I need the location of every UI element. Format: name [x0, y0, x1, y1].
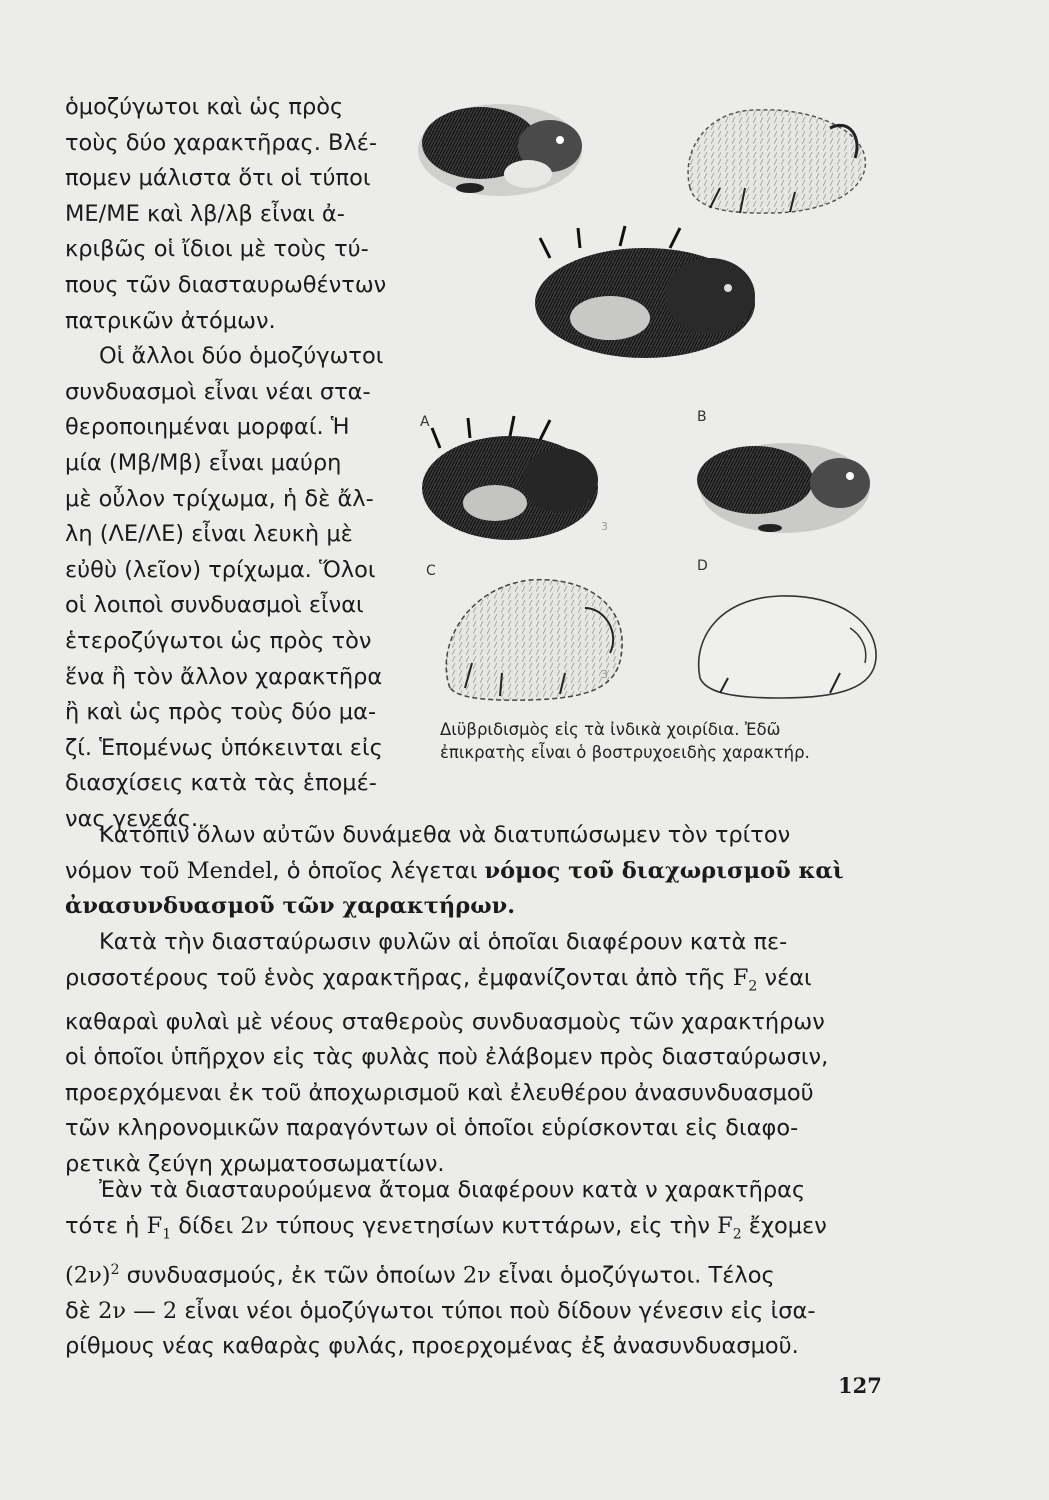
figure-label-number: 3 — [601, 520, 608, 533]
text-line: κριβῶς οἱ ἴδιοι μὲ τοὺς τύ- — [65, 236, 369, 263]
generation-subscript: 1 — [162, 1226, 172, 1243]
text-line: Κατόπιν ὅλων αὐτῶν δυνάμεθα νὰ διατυπώσωμεν τὸν τρίτον — [99, 822, 791, 848]
formula: 2ν — 2 — [98, 1297, 178, 1324]
text-fragment: εἶναι ὁμοζύγωτοι. Τέλος — [490, 1262, 775, 1289]
paragraph-crossing — [65, 925, 897, 1183]
figure-caption — [440, 718, 920, 764]
text-line: μία (Μβ/Μβ) εἶναι μαύρη — [65, 449, 342, 476]
text-line: ΜΕ/ΜΕ καὶ λβ/λβ εἶναι ἀ- — [65, 200, 345, 227]
text-line: ζί. Ἑπομένως ὑπόκεινται εἰς — [65, 734, 383, 761]
generation-subscript: 2 — [732, 1226, 742, 1243]
text-line: ὁμοζύγωτοι καὶ ὡς πρὸς — [65, 94, 344, 120]
formula: (2ν) — [65, 1262, 111, 1289]
guinea-pig-figure — [410, 88, 920, 793]
text-fragment: συνδυασμούς, ἐκ τῶν ὁποίων — [119, 1262, 463, 1289]
text-line: ἑτεροζύγωτοι ὡς πρὸς τὸν — [65, 627, 372, 654]
text-line: οἱ ὁποῖοι ὑπῆρχον εἰς τὰς φυλὰς ποὺ ἐλάβομεν πρὸς διασταύρωσιν, — [65, 1044, 829, 1071]
guinea-pig-c — [446, 580, 622, 701]
figure-label-d: D — [697, 558, 708, 574]
paragraph-n-characters — [65, 1173, 897, 1365]
text-line: τοὺς δύο χαρακτῆρας. Βλέ- — [65, 129, 378, 156]
text-line — [65, 1253, 897, 1294]
text-fragment: τύπους γενετησίων κυττάρων, εἰς τὴν — [268, 1212, 718, 1239]
text-line: τῶν κληρονομικῶν παραγόντων οἱ ὁποῖοι εὑρίσκονται εἰς διαφο- — [65, 1115, 799, 1142]
guinea-pig-b — [697, 443, 870, 533]
guinea-pig-dark-rough — [535, 226, 755, 358]
guinea-pig-a — [422, 416, 598, 540]
text-line: καθαραὶ φυλαὶ μὲ νέους σταθεροὺς συνδυασμοὺς τῶν χαρακτήρων — [65, 1008, 825, 1035]
figure-label-c: C — [426, 563, 436, 579]
text-fragment: νέαι — [757, 964, 812, 991]
text-line: ἕνα ἢ τὸν ἄλλον χαρακτῆρα — [65, 663, 383, 690]
formula: 2ν — [240, 1212, 269, 1239]
text-line: συνδυασμοὶ εἶναι νέαι στα- — [65, 378, 371, 405]
text-line: Οἱ ἄλλοι δύο ὁμοζύγωτοι — [99, 343, 384, 370]
generation-subscript: 2 — [748, 978, 758, 995]
guinea-pig-light-rosette — [688, 110, 865, 213]
text-line: νας γενεάς. — [65, 805, 199, 832]
text-line: διασχίσεις κατὰ τὰς ἑπομέ- — [65, 770, 377, 797]
caption-line: ἐπικρατὴς εἶναι ὁ βοστρυχοειδὴς χαρακτήρ. — [440, 743, 810, 762]
generation-symbol: F — [732, 964, 749, 991]
law-name-bold: ἀνασυνδυασμοῦ τῶν χαρακτήρων. — [65, 893, 516, 920]
text-line: ρετικὰ ζεύγη χρωματοσωματίων. — [65, 1151, 445, 1178]
law-name-bold: νόμος τοῦ διαχωρισμοῦ καὶ — [484, 857, 844, 884]
generation-symbol: F — [146, 1212, 163, 1239]
formula: 2ν — [462, 1262, 491, 1289]
guinea-pig-d — [699, 596, 876, 698]
text-line — [65, 961, 897, 1005]
text-line: Κατὰ τὴν διασταύρωσιν φυλῶν αἱ ὁποῖαι διαφέρουν κατὰ πε- — [99, 929, 788, 955]
text-fragment: νόμον τοῦ — [65, 857, 187, 884]
left-column-text — [65, 90, 410, 837]
text-fragment: , ὁ ὁποῖος λέγεται — [272, 857, 485, 884]
figure-label-a: A — [420, 414, 430, 430]
text-line: πομεν μάλιστα ὅτι οἱ τύποι — [65, 165, 371, 192]
text-line: πατρικῶν ἀτόμων. — [65, 307, 276, 334]
text-line: ρίθμους νέας καθαρὰς φυλάς, προερχομένας ἐξ ἀνασυνδυασμοῦ. — [65, 1333, 799, 1360]
text-line: μὲ οὖλον τρίχωμα, ἡ δὲ ἄλ- — [65, 485, 374, 512]
generation-symbol: F — [717, 1212, 733, 1239]
guinea-pig-smooth-spotted — [418, 104, 582, 196]
formula-superscript: 2 — [110, 1261, 120, 1278]
text-line: εὐθὺ (λεῖον) τρίχωμα. Ὅλοι — [65, 556, 376, 583]
page-number: 127 — [838, 1373, 882, 1398]
text-fragment: εἶναι νέοι ὁμοζύγωτοι τύποι ποὺ δίδουν γένεσιν εἰς ἰσα- — [177, 1297, 816, 1324]
text-line: θεροποιημέναι μορφαί. Ἡ — [65, 414, 350, 441]
mendel-name: Mendel — [186, 857, 273, 884]
text-fragment: ἔχομεν — [741, 1212, 827, 1239]
caption-line: Διϋβριδισμὸς εἰς τὰ ἰνδικὰ χοιρίδια. Ἐδῶ — [440, 720, 781, 739]
text-line: Ἐὰν τὰ διασταυρούμενα ἄτομα διαφέρουν κατὰ ν χαρακτῆρας — [99, 1177, 806, 1203]
text-line: προερχόμεναι ἐκ τοῦ ἀποχωρισμοῦ καὶ ἐλευθέρου ἀνασυνδυασμοῦ — [65, 1079, 814, 1106]
text-line — [65, 1294, 897, 1330]
figure-label-number: 3 — [601, 668, 608, 681]
text-line: ἢ καὶ ὡς πρὸς τοὺς δύο μα- — [65, 699, 377, 726]
text-line: πους τῶν διασταυρωθέντων — [65, 271, 387, 298]
text-line: οἱ λοιποὶ συνδυασμοὶ εἶναι — [65, 592, 364, 619]
text-fragment: τότε ἡ — [65, 1212, 147, 1239]
text-fragment: δίδει — [171, 1212, 241, 1239]
text-line — [65, 854, 897, 890]
figure-label-b: B — [697, 409, 707, 425]
text-fragment: ρισσοτέρους τοῦ ἑνὸς χαρακτῆρας, ἐμφανίζονται ἀπὸ τῆς — [65, 964, 733, 991]
text-line: λη (ΛΕ/ΛΕ) εἶναι λευκὴ μὲ — [65, 521, 353, 548]
paragraph-mendel-law — [65, 818, 897, 925]
text-line — [65, 1209, 897, 1253]
text-fragment: δὲ — [65, 1297, 99, 1324]
guinea-pig-illustrations — [410, 88, 920, 793]
